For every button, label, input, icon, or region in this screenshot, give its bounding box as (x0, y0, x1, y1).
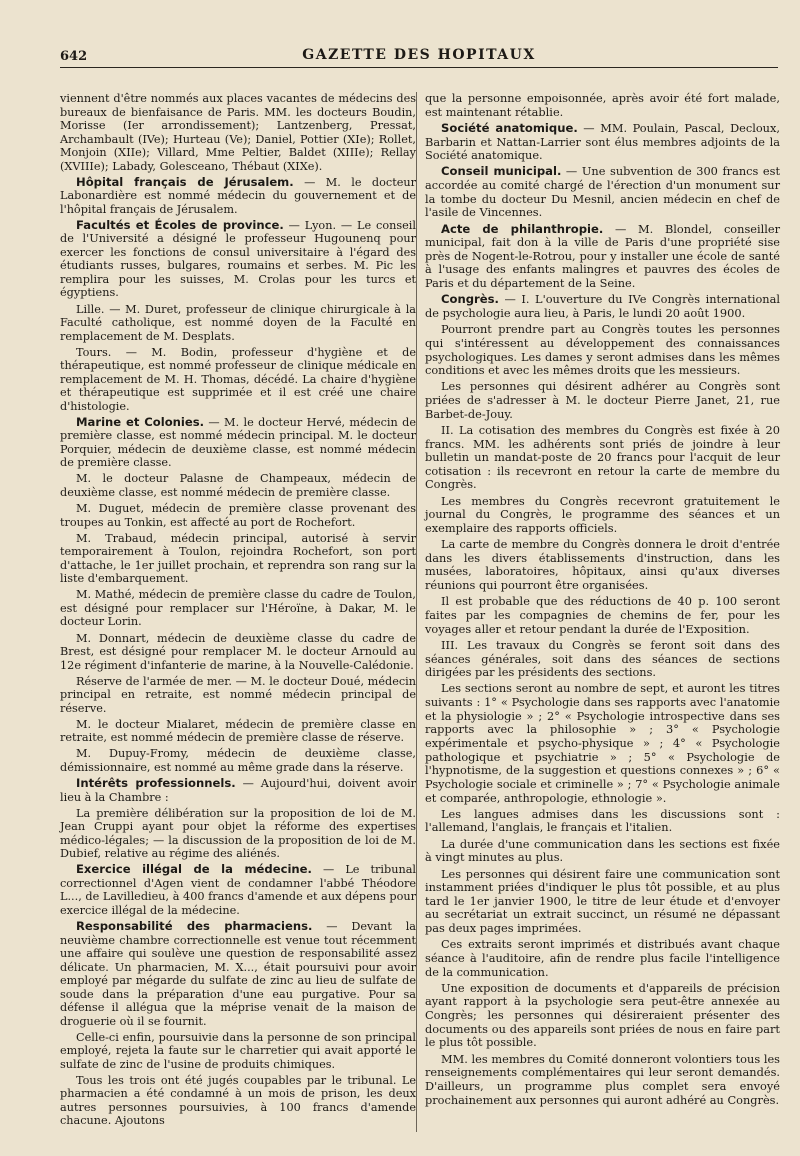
section-heading: Exercice illégal de la médecine. (76, 862, 312, 877)
section-heading: Conseil municipal. (441, 164, 562, 179)
paragraph (425, 595, 780, 636)
paragraph (60, 416, 416, 470)
paragraph-text: M. le docteur Mialaret, médecin de première classe en retraite, est nommé médecin de première classe de réserve. (60, 717, 416, 745)
paragraph-text: M. Donnart, médecin de deuxième classe du cadre de Brest, est désigné pour remplacer M. le docteur Arnould au 12e régiment d'infanterie de marine, à la Nouvelle-Calédonie. (60, 631, 416, 672)
paragraph-text: Les membres du Congrès recevront gratuitement le journal du Congrès, le programme des séances et un exemplaire des rapports officiels. (425, 493, 780, 535)
column-divider (416, 92, 417, 1132)
paragraph (60, 176, 416, 217)
paragraph-text: — Lyon. — Le conseil de l'Université a désigné le professeur Hugounenq pour exercer les fonctions de consul universitaire à l'égard des étudiants russes, bulgares, roumains et serbes. M. Pic les remplira pour les suisses, M. Crolas pour les turcs et égyptiens. (60, 218, 416, 300)
paragraph (425, 495, 780, 536)
paragraph-text: Les personnes qui désirent adhérer au Congrès sont priées de s'adresser à M. le docteur Pierre Janet, 21, rue Barbet-de-Jouy. (425, 379, 780, 421)
paragraph-text: Ces extraits seront imprimés et distribués avant chaque séance à l'auditoire, afin de rendre plus facile l'intelligence de la communication. (425, 937, 780, 979)
paragraph-text: — Devant la neuvième chambre correctionnelle est venue tout récemment une affaire qui soulève une question de responsabilité assez délicate. Un pharmacien, M. X..., était poursuivi pour avoir employé par mégarde du sulfate de zinc au lieu de sulfate de soude dans la préparation d'une eau purgative. Pour sa défense il allégua que la méprise venait de la maison de droguerie où il se fournit. (60, 920, 416, 1028)
paragraph-text: — M. Blondel, conseiller municipal, fait don à la ville de Paris d'une propriété sise près de Nogent-le-Rotrou, pour y installer une école de santé à l'usage des enfants malingres et pauvres des écoles de Paris et du département de la Seine. (425, 221, 780, 291)
paragraph (60, 1074, 416, 1128)
paragraph (425, 808, 780, 835)
paragraph (425, 538, 780, 593)
paragraph-text: Les personnes qui désirent faire une communication sont instamment priées d'indiquer le plus tôt possible, et au plus tard le 1er janvier 1900, le titre de leur étude et d'envoyer au secrétariat un extrait succinct, un résumé ne dépassant pas deux pages imprimées. (425, 866, 780, 936)
paragraph (425, 122, 780, 163)
paragraph-text: M. Dupuy-Fromy, médecin de deuxième classe, démissionnaire, est nommé au même grade dans la réserve. (60, 747, 416, 774)
paragraph (425, 223, 780, 291)
paragraph-text: Une exposition de documents et d'appareils de précision ayant rapport à la psychologie sera peut-être annexée au Congrès; les personnes qui désireraient présenter des documents ou des appareils sont priées de nous en faire part le plus tôt possible. (425, 980, 780, 1050)
paragraph (60, 92, 416, 173)
section-heading: Intérêts professionnels. (76, 776, 236, 791)
paragraph-text: III. Les travaux du Congrès se feront soit dans des séances générales, soit dans des séances de sections dirigées par les présidents des sections. (425, 637, 780, 680)
paragraph-text: Tous les trois ont été jugés coupables par le tribunal. Le pharmacien a été condamné à un mois de prison, les deux autres personnes poursuivies, à 100 francs d'amende chacune. Ajoutons (60, 1073, 416, 1128)
paragraph (425, 982, 780, 1050)
paragraph (425, 1053, 780, 1108)
paragraph (60, 303, 416, 344)
paragraph (60, 632, 416, 673)
page-header (60, 47, 778, 68)
paragraph-text: Pourront prendre part au Congrès toutes les personnes qui s'intéressent au développement des connaissances psychologiques. Les dames y seront admises dans les mêmes conditions et avec les mêmes droits que les messieurs. (425, 322, 780, 378)
paragraph (60, 863, 416, 917)
paragraph-text: Les langues admises dans les discussions sont : l'allemand, l'anglais, le français et l'italien. (425, 806, 780, 835)
page-number: 642 (60, 49, 88, 64)
paragraph-text: viennent d'être nommés aux places vacantes de médecins des bureaux de bienfaisance de Paris. MM. les docteurs Boudin, Morisse (Ier arrondissement); Lantzenberg, Pressat, Archambault (IVe); Hurteau (Ve); Daniel, Pottier (XIe); Rollet, Monjoin (XIIe); Villard, Mme Peltier, Baldet (XIIIe); Rellay (XVIIIe); Labady, Golesceano, Thébaut (XIXe). (60, 92, 416, 173)
running-head: GAZETTE DES HOPITAUX (302, 47, 536, 63)
paragraph (60, 502, 416, 529)
section-heading: Société anatomique. (441, 120, 578, 135)
paragraph (60, 588, 416, 629)
section-heading: Acte de philanthropie. (441, 221, 604, 236)
paragraph-text: que la personne empoisonnée, après avoir été fort malade, est maintenant rétablie. (425, 91, 780, 119)
paragraph-text: M. Mathé, médecin de première classe du cadre de Toulon, est désigné pour remplacer sur l'Héroïne, à Dakar, M. le docteur Lorin. (60, 588, 416, 629)
paragraph-text: M. le docteur Palasne de Champeaux, médecin de deuxième classe, est nommé médecin de première classe. (60, 472, 416, 499)
paragraph-text: Tours. — M. Bodin, professeur d'hygiène et de thérapeutique, est nommé professeur de clinique médicale en remplacement de M. H. Thomas, décédé. La chaire d'hygiène et thérapeutique est supprimée et il est créé une chaire d'histologie. (60, 345, 416, 413)
paragraph (60, 675, 416, 716)
paragraph (60, 219, 416, 300)
paragraph (425, 293, 780, 320)
paragraph-text: Il est probable que des réductions de 40 p. 100 seront faites par les compagnies de chemins de fer, pour les voyages aller et retour pendant la durée de l'Exposition. (425, 594, 780, 636)
right-column (425, 92, 780, 1110)
paragraph (425, 639, 780, 680)
section-heading: Hôpital français de Jérusalem. (76, 174, 294, 189)
paragraph (60, 807, 416, 861)
paragraph-text: — Aujourd'hui, doivent avoir lieu à la Chambre : (60, 777, 417, 804)
paragraph (60, 920, 416, 1028)
paragraph-text: M. Duguet, médecin de première classe provenant des troupes au Tonkin, est affecté au port de Rochefort. (60, 502, 416, 529)
paragraph-text: La première délibération sur la proposition de loi de M. Jean Cruppi ayant pour objet la réforme des expertises médico-légales; — la discussion de la proposition de loi de M. Dubief, relative au régime des aliénés. (60, 806, 416, 861)
paragraph (60, 777, 416, 804)
paragraph (425, 682, 780, 805)
paragraph (60, 532, 416, 586)
paragraph-text: La durée d'une communication dans les sections est fixée à vingt minutes au plus. (425, 836, 780, 865)
paragraph-text: — MM. Poulain, Pascal, Decloux, Barbarin et Nattan-Larrier sont élus membres adjoints de la Société anatomique. (425, 120, 780, 163)
paragraph (425, 938, 780, 979)
section-heading: Responsabilité des pharmaciens. (76, 919, 313, 933)
paragraph-text: — Une subvention de 300 francs est accordée au comité chargé de l'érection d'un monument sur la tombe du docteur Du Mesnil, ancien médecin en chef de l'asile de Vincennes. (425, 164, 780, 220)
paragraph-text: II. La cotisation des membres du Congrès est fixée à 20 francs. MM. les adhérents sont priés de joindre à leur bulletin un mandat-poste de 20 francs pour l'acquit de leur cotisation : ils recevront en retour la carte de membre du Congrès. (425, 422, 780, 492)
paragraph (60, 718, 416, 745)
paragraph-text: — Le tribunal correctionnel d'Agen vient de condamner l'abbé Théodore L..., de Lavilledieu, à 400 francs d'amende et aux dépens pour exercice illégal de la médecine. (60, 863, 416, 917)
section-heading: Facultés et Écoles de province. (76, 217, 284, 232)
paragraph (425, 838, 780, 865)
paragraph (60, 747, 416, 774)
paragraph (425, 323, 780, 378)
paragraph-text: MM. les membres du Comité donneront volontiers tous les renseignements complémentaires qui leur seront demandés. D'ailleurs, un programme plus complet sera envoyé prochainement aux personnes qui auront adhéré au Congrès. (425, 1051, 780, 1107)
paragraph (60, 472, 416, 499)
paragraph-text: Les sections seront au nombre de sept, et auront les titres suivants : 1° « Psychologie dans ses rapports avec l'anatomie et la physiologie » ; 2° « Psychologie introspective dans ses rapports avec la philosophie » ; 3° « Psychologie expérimentale et psycho-physique » ; 4° « Psychologie pathologique et psychiatrie » ; 5° « Psychologie de l'hypnotisme, de la suggestion et questions connexes » ; 6° « Psychologie sociale et criminelle » ; 7° « Psychologie animale et comparée, anthropologie, ethnologie ». (425, 681, 780, 805)
section-heading: Marine et Colonies. (76, 414, 205, 429)
left-column (60, 92, 416, 1131)
paragraph (60, 346, 416, 414)
paragraph-text: La carte de membre du Congrès donnera le droit d'entrée dans les divers établissements d'instruction, dans les musées, laboratoires, hôpitaux, ainsi qu'aux diverses réunions qui pourront être organisées. (425, 537, 780, 593)
paragraph (425, 165, 780, 220)
paragraph (425, 424, 780, 492)
paragraph (425, 868, 780, 936)
paragraph (60, 1031, 416, 1072)
paragraph-text: Celle-ci enfin, poursuivie dans la personne de son principal employé, rejeta la faute sur le charretier qui avait apporté le sulfate de zinc de l'usine de produits chimiques. (60, 1030, 416, 1071)
paragraph-text: — M. le docteur Hervé, médecin de première classe, est nommé médecin principal. M. le docteur Porquier, médecin de deuxième classe, est nommé médecin de première classe. (60, 415, 416, 470)
section-heading: Congrès. (441, 292, 499, 307)
paragraph-text: M. Trabaud, médecin principal, autorisé à servir temporairement à Toulon, rejoindra Rochefort, son port d'attache, le 1er juillet prochain, et reprendra son rang sur la liste d'embarquement. (60, 531, 416, 586)
paragraph-text: Réserve de l'armée de mer. — M. le docteur Doué, médecin principal en retraite, est nommé médecin principal de réserve. (60, 674, 416, 715)
paragraph (425, 380, 780, 421)
paragraph-text: — I. L'ouverture du IVe Congrès international de psychologie aura lieu, à Paris, le lundi 20 août 1900. (425, 292, 780, 320)
paragraph-text: — M. le docteur Labonardière est nommé médecin du gouvernement et de l'hôpital français de Jérusalem. (60, 175, 417, 216)
paragraph-text: Lille. — M. Duret, professeur de clinique chirurgicale à la Faculté catholique, est nommé doyen de la Faculté en remplacement de M. Desplats. (60, 302, 416, 343)
paragraph (425, 92, 780, 119)
